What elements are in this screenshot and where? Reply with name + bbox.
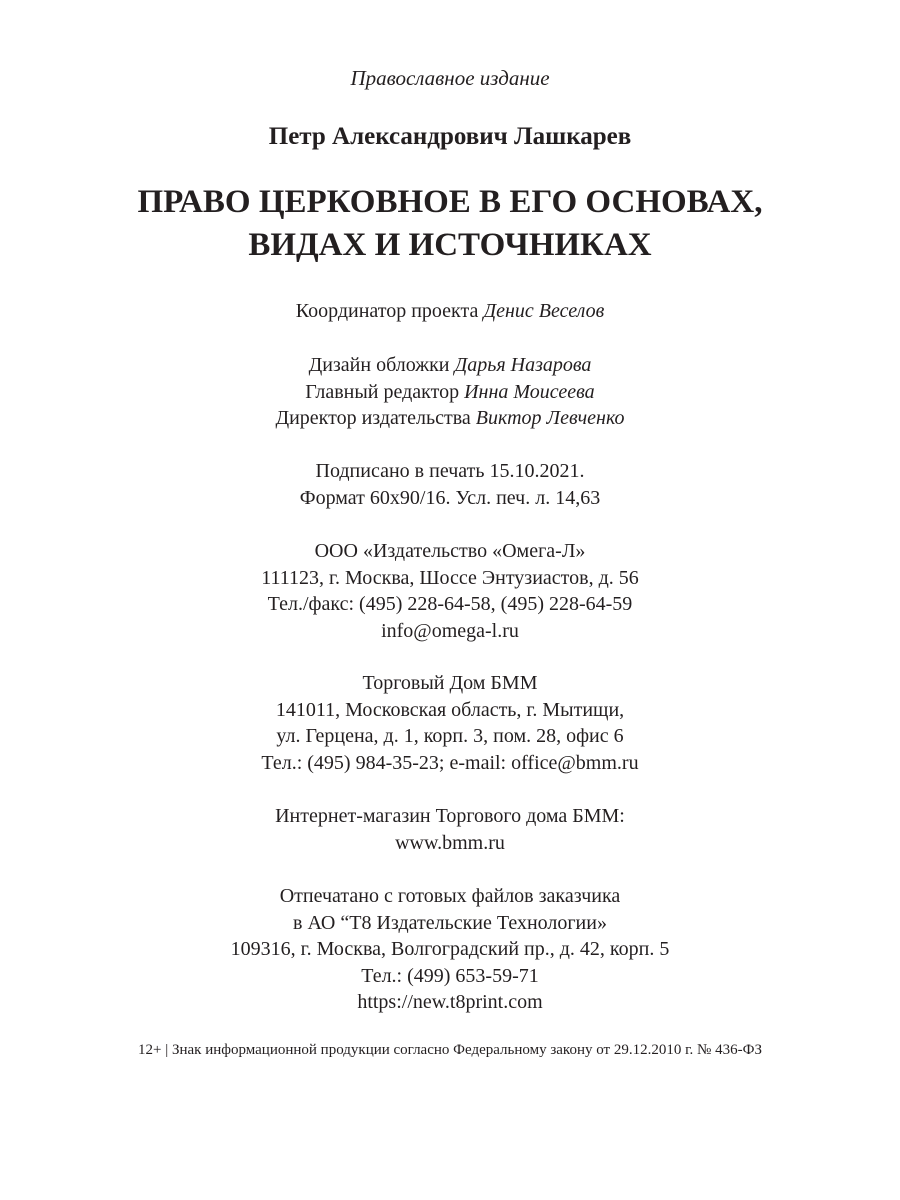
book-title	[0, 181, 900, 267]
online-store-url: www.bmm.ru	[395, 831, 505, 854]
staff-line	[0, 405, 900, 432]
staff-name: Виктор Левченко	[475, 407, 625, 429]
printer-url: https://new.t8print.com	[357, 991, 543, 1013]
coordinator-line	[0, 298, 900, 325]
trade-house-block	[0, 670, 900, 776]
printer-line-2: в АО “Т8 Издательские Технологии»	[293, 911, 607, 934]
trade-house-contacts: Тел.: (495) 984-35-23; e-mail: office@bmm.ru	[261, 751, 639, 774]
publisher-name: ООО «Издательство «Омега-Л»	[314, 540, 586, 562]
trade-house-name: Торговый Дом БММ	[362, 672, 538, 694]
print-info-block	[0, 458, 900, 511]
online-store-label: Интернет-магазин Торгового дома БММ:	[275, 805, 625, 827]
printer-line-1: Отпечатано с готовых файлов заказчика	[279, 885, 621, 907]
staff-role: Главный редактор	[305, 380, 460, 403]
age-rating-footnote: 12+ | Знак информационной продукции согласно Федеральному закону от 29.12.2010 г. № 436-ФЗ	[138, 1042, 762, 1058]
book-title-line-2: ВИДАХ И ИСТОЧНИКАХ	[248, 227, 652, 263]
staff-role: Дизайн обложки	[308, 354, 450, 376]
staff-line	[0, 379, 900, 406]
publisher-phone: Тел./факс: (495) 228-64-58, (495) 228-64-59	[267, 593, 633, 615]
printer-block	[0, 883, 900, 1016]
online-store-block	[0, 803, 900, 856]
coordinator-role: Координатор проекта	[295, 300, 479, 322]
publisher-email: info@omega-l.ru	[381, 619, 519, 642]
coordinator-name: Денис Веселов	[483, 300, 605, 322]
staff-line	[0, 352, 900, 379]
printer-address: 109316, г. Москва, Волгоградский пр., д. 42, корп. 5	[230, 938, 670, 960]
edition-type: Православное издание	[350, 66, 550, 90]
print-signed-date: Подписано в печать 15.10.2021.	[315, 460, 585, 482]
publisher-block	[0, 538, 900, 644]
staff-block	[0, 352, 900, 432]
book-title-line-1: ПРАВО ЦЕРКОВНОЕ В ЕГО ОСНОВАХ,	[137, 184, 763, 220]
publisher-address: 111123, г. Москва, Шоссе Энтузиастов, д. 56	[261, 566, 639, 589]
author-name: Петр Александрович Лашкарев	[268, 123, 632, 150]
trade-house-address-2: ул. Герцена, д. 1, корп. 3, пом. 28, офис 6	[276, 725, 624, 747]
printer-phone: Тел.: (499) 653-59-71	[361, 964, 539, 987]
trade-house-address-1: 141011, Московская область, г. Мытищи,	[275, 698, 625, 721]
staff-role: Директор издательства	[275, 407, 471, 429]
staff-name: Дарья Назарова	[454, 354, 592, 376]
coordinator-block	[0, 298, 900, 325]
staff-name: Инна Моисеева	[464, 380, 595, 403]
print-format: Формат 60х90/16. Усл. печ. л. 14,63	[299, 486, 601, 509]
